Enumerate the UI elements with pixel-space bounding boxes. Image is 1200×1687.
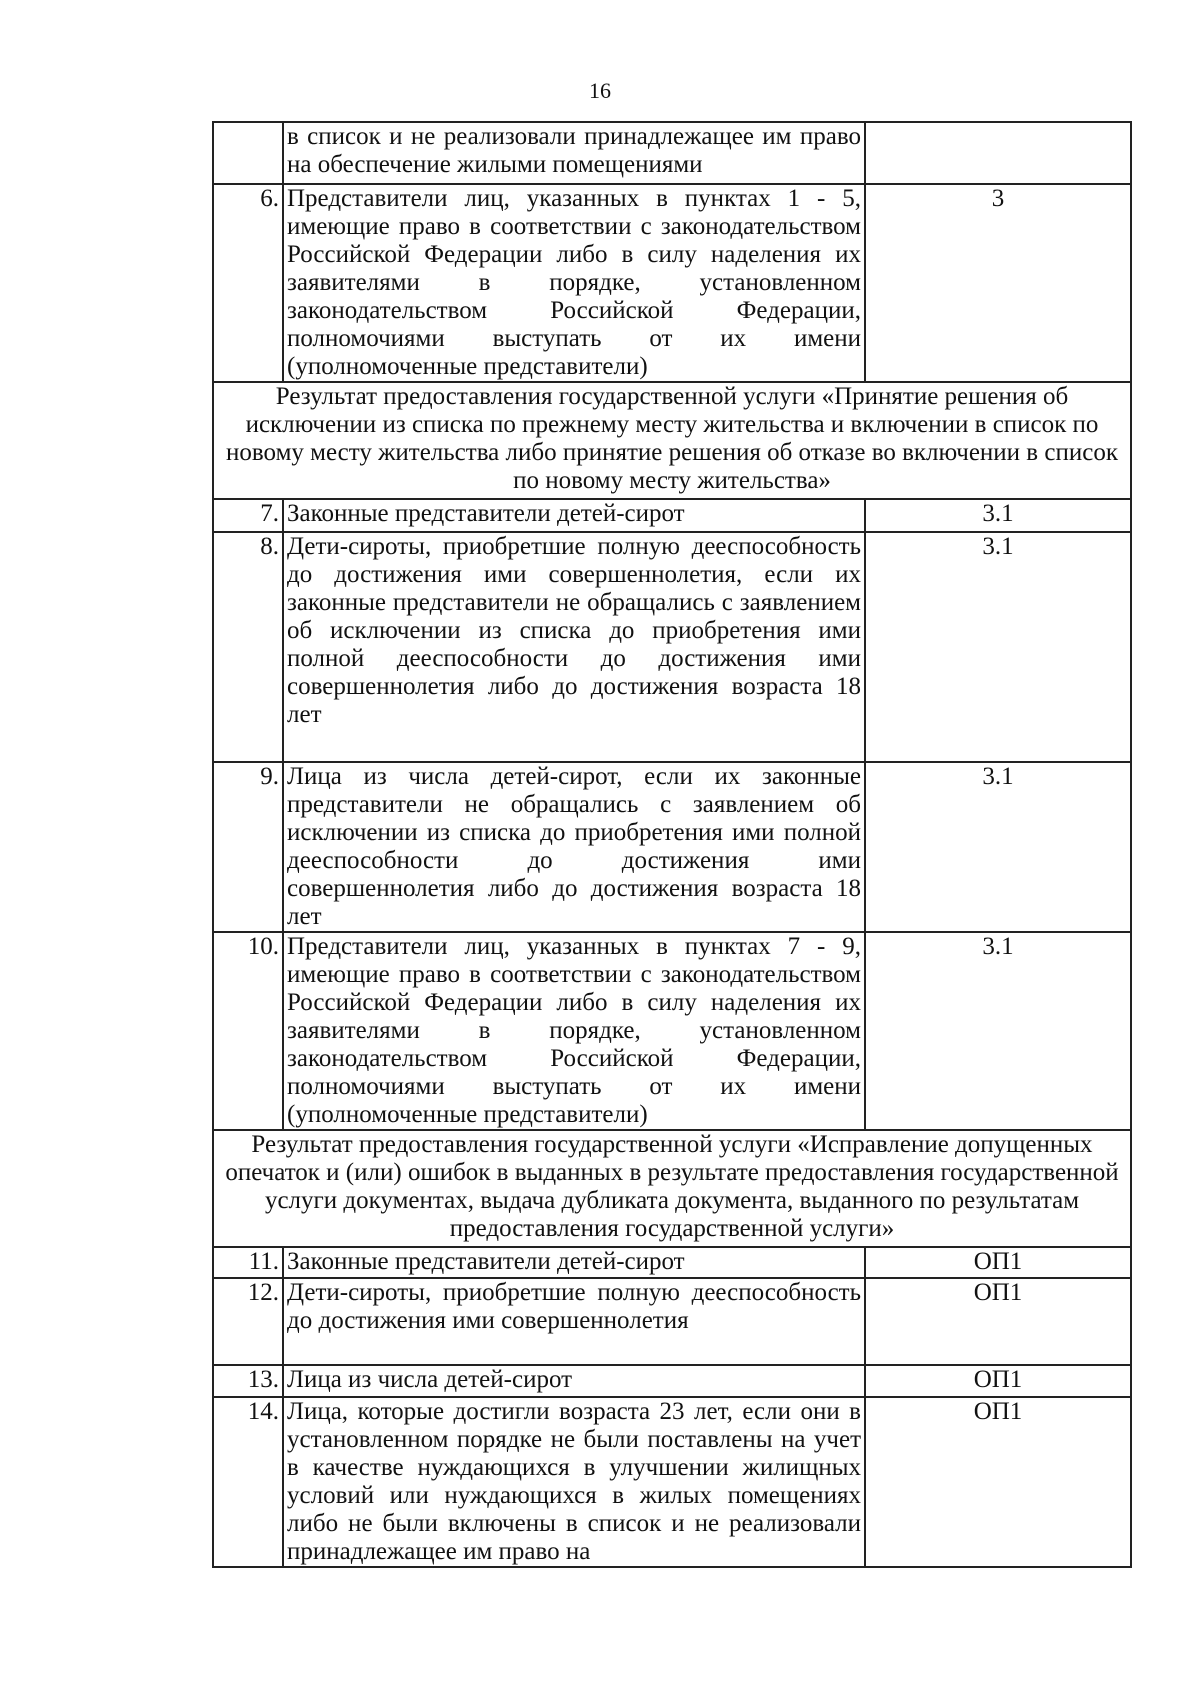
table-row	[213, 122, 1131, 184]
table-row	[213, 184, 1131, 382]
row-number: 11.	[213, 1247, 283, 1278]
row-number: 10.	[213, 932, 283, 1130]
table-row	[213, 1397, 1131, 1567]
applicant-description: Лица из числа детей-сирот	[283, 1365, 865, 1397]
variant-code: ОП1	[865, 1365, 1131, 1397]
variant-code: 3.1	[865, 932, 1131, 1130]
table-row	[213, 1247, 1131, 1278]
table-row	[213, 762, 1131, 932]
row-number	[213, 122, 283, 184]
applicant-description: Дети-сироты, приобретшие полную дееспособность до достижения ими совершеннолетия, если их законные представители не обращались с заявлением об исключении из списка до приобретения ими полной дееспособности до достижения ими совершеннолетия либо до достижения возраста 18 лет	[283, 532, 865, 762]
row-number: 14.	[213, 1397, 283, 1567]
section-heading: Результат предоставления государственной услуги «Принятие решения об исключении из списка по прежнему месту жительства и включении в список по новому месту жительства либо принятие решения об отказе во включении в список по новому месту жительства»	[213, 382, 1131, 499]
applicant-description: Дети-сироты, приобретшие полную дееспособность до достижения ими совершеннолетия	[283, 1278, 865, 1365]
row-number: 12.	[213, 1278, 283, 1365]
applicant-categories-table	[212, 121, 1132, 1568]
variant-code	[865, 122, 1131, 184]
section-row	[213, 382, 1131, 499]
table-row	[213, 499, 1131, 532]
variant-code: 3.1	[865, 532, 1131, 762]
row-number: 8.	[213, 532, 283, 762]
row-number: 9.	[213, 762, 283, 932]
variant-code: ОП1	[865, 1278, 1131, 1365]
variant-code: 3.1	[865, 762, 1131, 932]
variant-code: 3	[865, 184, 1131, 382]
table-body	[213, 122, 1131, 1567]
applicant-description: Лица, которые достигли возраста 23 лет, если они в установленном порядке не были поставлены на учет в качестве нуждающихся в улучшении жилищных условий или нуждающихся в жилых помещениях либо не были включены в список и не реализовали принадлежащее им право на	[283, 1397, 865, 1567]
applicant-description: Законные представители детей-сирот	[283, 499, 865, 532]
applicant-description: Представители лиц, указанных в пунктах 1 - 5, имеющие право в соответствии с законодательством Российской Федерации либо в силу наделения их заявителями в порядке, установленном законодательством Российской Федерации, полномочиями выступать от их имени (уполномоченные представители)	[283, 184, 865, 382]
table-row	[213, 532, 1131, 762]
table-row	[213, 932, 1131, 1130]
section-heading: Результат предоставления государственной услуги «Исправление допущенных опечаток и (или) ошибок в выданных в результате предоставления государственной услуги документах, выдача дубликата документа, выданного по результатам предоставления государственной услуги»	[213, 1130, 1131, 1247]
row-number: 13.	[213, 1365, 283, 1397]
applicant-description: Лица из числа детей-сирот, если их законные представители не обращались с заявлением об исключении из списка до приобретения ими полной дееспособности до достижения ими совершеннолетия либо до достижения возраста 18 лет	[283, 762, 865, 932]
applicant-description: Представители лиц, указанных в пунктах 7 - 9, имеющие право в соответствии с законодательством Российской Федерации либо в силу наделения их заявителями в порядке, установленном законодательством Российской Федерации, полномочиями выступать от их имени (уполномоченные представители)	[283, 932, 865, 1130]
row-number: 6.	[213, 184, 283, 382]
variant-code: ОП1	[865, 1397, 1131, 1567]
variant-code: ОП1	[865, 1247, 1131, 1278]
variant-code: 3.1	[865, 499, 1131, 532]
row-number: 7.	[213, 499, 283, 532]
section-row	[213, 1130, 1131, 1247]
page-number: 16	[589, 78, 611, 103]
applicant-description: в список и не реализовали принадлежащее им право на обеспечение жилыми помещениями	[283, 122, 865, 184]
table-row	[213, 1278, 1131, 1365]
table-row	[213, 1365, 1131, 1397]
applicant-description: Законные представители детей-сирот	[283, 1247, 865, 1278]
